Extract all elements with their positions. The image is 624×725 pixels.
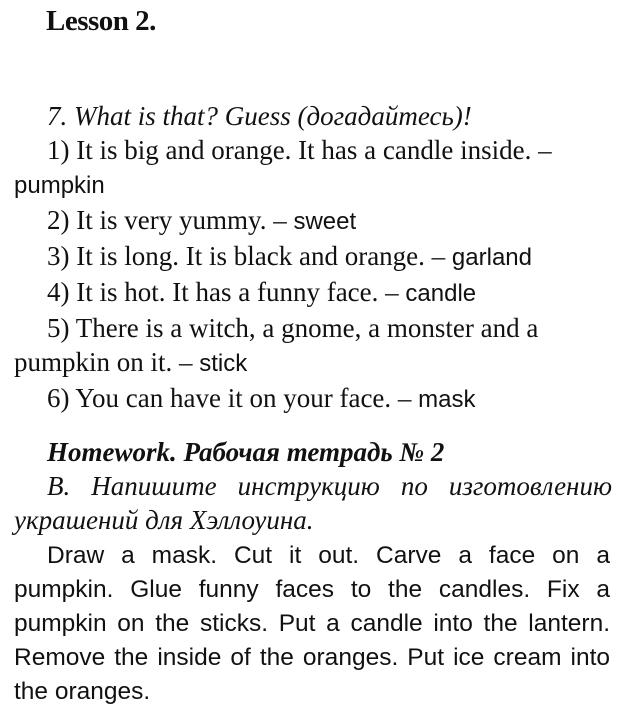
question-6: 6) You can have it on your face. – [47,383,412,413]
answer-line-6 [14,381,612,417]
exercise-heading [14,99,612,133]
question-1: 1) It is big and orange. It has a candle inside. – [47,135,552,165]
exercise-answers [14,133,612,417]
exercise-heading-text: 7. What is that? Guess (догадайтесь)! [47,101,472,131]
answer-line-4 [14,275,612,311]
answer-line-3 [14,239,612,275]
answer-line-1 [14,133,612,167]
answer-6: mask [418,386,476,413]
answer-4: candle [405,280,477,307]
answer-1: pumpkin [14,172,105,199]
lesson-title: Lesson 2. [46,5,156,37]
question-5-continuation: pumpkin on it. – [14,347,193,377]
answer-2: sweet [293,208,357,235]
homework-title: Homework. Рабочая тетрадь № 2 [47,437,445,467]
answer-5: stick [199,350,248,377]
answer-line-5b [14,345,612,381]
answer-3: garland [451,244,532,271]
homework-answer: Draw a mask. Cut it out. Carve a face on a pumpkin. Glue funny faces to the candles. Fix a pumpkin on the sticks. Put a candle into the lantern. Remove the inside of the oranges. Put ice cream into the oranges. [14,542,610,705]
answer-line-1b [14,167,612,203]
homework-task: B. Напишите инструкцию по изготовлению украшений для Хэллоуина. [14,471,612,535]
question-2: 2) It is very yummy. – [47,205,287,235]
question-5: 5) There is a witch, a gnome, a monster and a [47,313,539,343]
answer-line-5 [14,311,612,345]
question-4: 4) It is hot. It has a funny face. – [47,277,399,307]
question-3: 3) It is long. It is black and orange. – [47,241,446,271]
answer-line-2 [14,203,612,239]
